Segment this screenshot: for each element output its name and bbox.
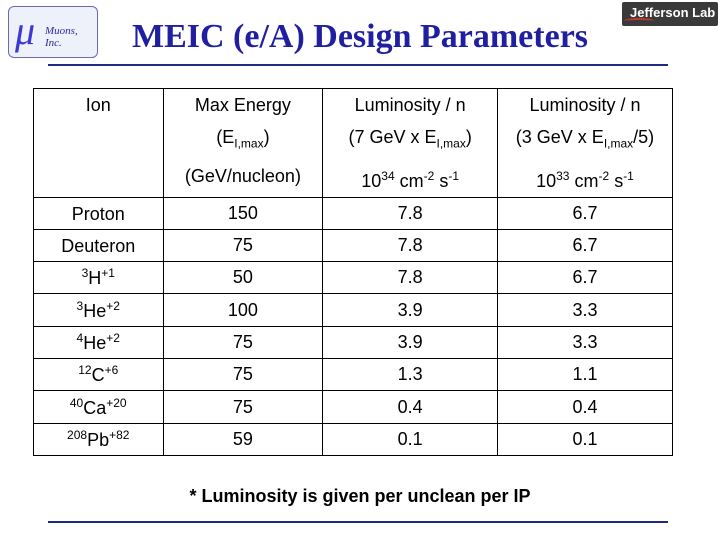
energy-cell: 75 — [163, 359, 323, 391]
table-row — [34, 229, 673, 261]
table-row — [34, 294, 673, 326]
lum3-cell: 3.3 — [497, 326, 672, 358]
lum3-cell: 1.1 — [497, 359, 672, 391]
mu-symbol: μ — [15, 8, 36, 53]
energy-cell: 75 — [163, 391, 323, 423]
table-row — [34, 423, 673, 455]
table-row — [34, 359, 673, 391]
lum3-cell: 6.7 — [497, 262, 672, 294]
lum7-cell: 7.8 — [323, 229, 498, 261]
ion-cell: $^{40}Ca^{+20}$ — [34, 391, 164, 423]
energy-cell: 75 — [163, 229, 323, 261]
ion-cell: $^{12}C^{+6}$ — [34, 359, 164, 391]
header-ion: Ion — [34, 89, 164, 198]
table-row — [34, 197, 673, 229]
lum3-cell: 0.1 — [497, 423, 672, 455]
top-divider — [48, 64, 668, 66]
lum7-cell: 0.1 — [323, 423, 498, 455]
bottom-divider — [48, 521, 668, 523]
lum7-cell: 7.8 — [323, 197, 498, 229]
energy-cell: 59 — [163, 423, 323, 455]
ion-cell: Deuteron — [34, 229, 164, 261]
lum3-cell: 6.7 — [497, 229, 672, 261]
ion-cell: $^3H^{+1}$ — [34, 262, 164, 294]
lum3-cell: 3.3 — [497, 294, 672, 326]
energy-cell: 50 — [163, 262, 323, 294]
design-parameters-table — [33, 88, 673, 456]
table-row — [34, 326, 673, 358]
header-max-energy: Max Energy $(E_{I,max})$ (GeV/nucleon) — [163, 89, 323, 198]
slide-title: MEIC (e/A) Design Parameters — [131, 18, 589, 55]
ion-cell: $^{208}Pb^{+82}$ — [34, 423, 164, 455]
energy-cell: 75 — [163, 326, 323, 358]
table-row — [34, 262, 673, 294]
muons-logo-text: Muons, Inc. — [45, 25, 78, 49]
lum7-cell: 0.4 — [323, 391, 498, 423]
energy-cell: 150 — [163, 197, 323, 229]
lum7-cell: 7.8 — [323, 262, 498, 294]
lum7-cell: 3.9 — [323, 326, 498, 358]
jefferson-lab-logo-text: Jefferson Lab — [630, 5, 716, 20]
table-header-row — [34, 89, 673, 198]
ion-cell: $^4He^{+2}$ — [34, 326, 164, 358]
lum3-cell: 6.7 — [497, 197, 672, 229]
lum7-cell: 3.9 — [323, 294, 498, 326]
lum7-cell: 1.3 — [323, 359, 498, 391]
ion-cell: Proton — [34, 197, 164, 229]
footnote: * Luminosity is given per unclean per IP — [189, 486, 531, 506]
lum3-cell: 0.4 — [497, 391, 672, 423]
header-luminosity-7gev: Luminosity / n (7 GeV x $E_{I,max}$) $10^{34}$ $cm^{-2}$ $s^{-1}$ — [323, 89, 498, 198]
header-luminosity-3gev: Luminosity / n (3 GeV x $E_{I,max}/5$) $10^{33}$ $cm^{-2}$ $s^{-1}$ — [497, 89, 672, 198]
energy-cell: 100 — [163, 294, 323, 326]
table-row — [34, 391, 673, 423]
ion-cell: $^3He^{+2}$ — [34, 294, 164, 326]
